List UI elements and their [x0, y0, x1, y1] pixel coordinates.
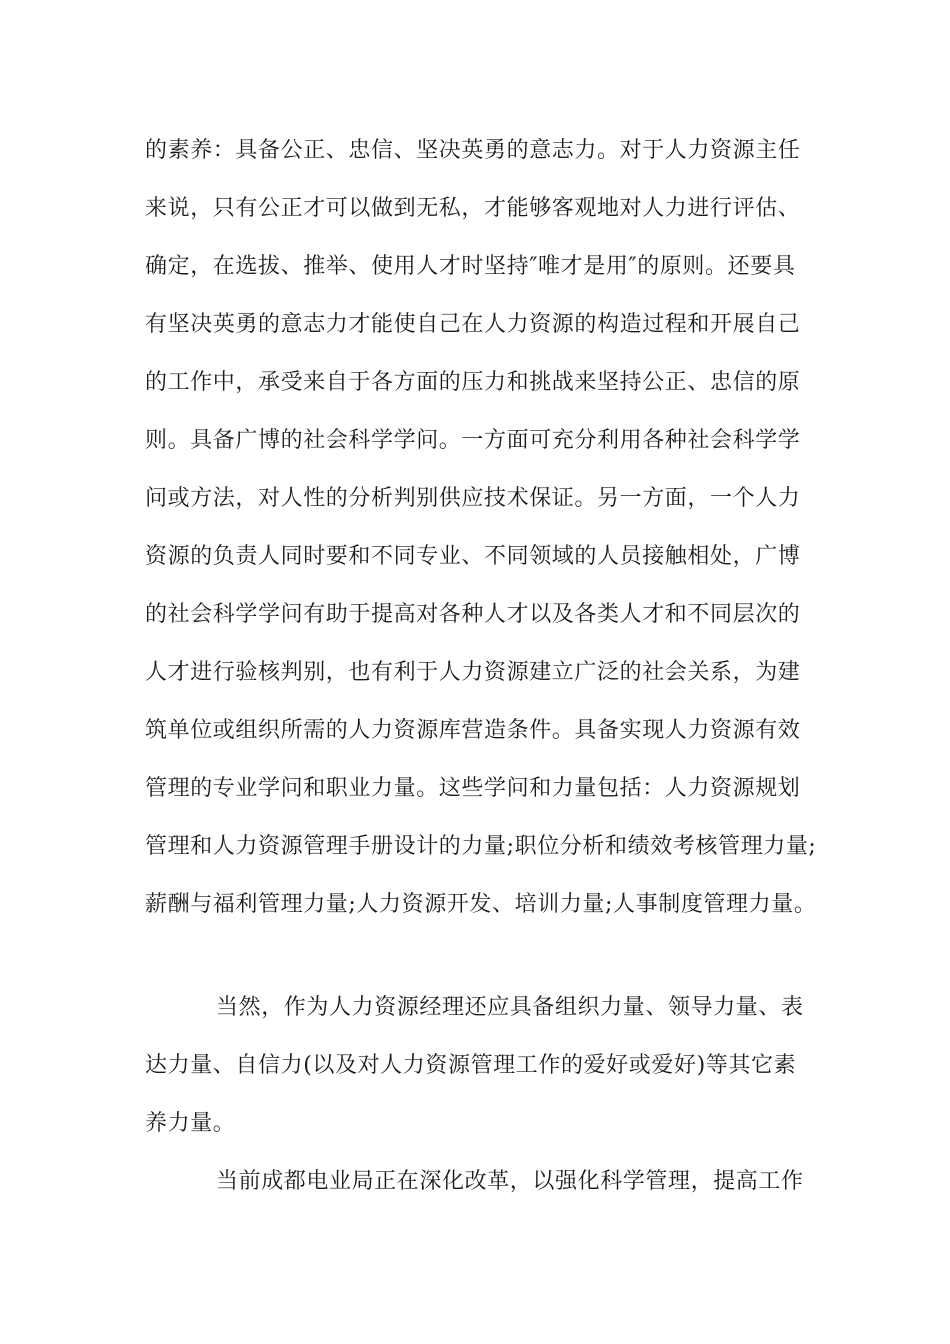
paragraph-first-line: 当前成都电业局正在深化改革，以强化科学管理，提高工作	[216, 1169, 804, 1194]
text-line: 来说，只有公正才可以做到无私，才能够客观地对人力进行评估、	[145, 196, 801, 221]
text-line: 人才进行验核判别，也有利于人力资源建立广泛的社会关系，为建	[145, 660, 801, 685]
text-line: 管理和人力资源管理手册设计的力量;职位分析和绩效考核管理力量;	[145, 834, 817, 859]
text-line: 养力量。	[145, 1111, 236, 1136]
text-line: 问或方法，对人性的分析判别供应技术保证。另一方面，一个人力	[145, 486, 801, 511]
text-line: 的素养：具备公正、忠信、坚决英勇的意志力。对于人力资源主任	[145, 138, 801, 163]
text-line: 资源的负责人同时要和不同专业、不同领域的人员接触相处，广博	[145, 544, 801, 569]
text-line: 的工作中，承受来自于各方面的压力和挑战来坚持公正、忠信的原	[145, 370, 801, 395]
text-line: 确定，在选拔、推举、使用人才时坚持″唯才是用″的原则。还要具	[145, 254, 796, 279]
text-line: 有坚决英勇的意志力才能使自己在人力资源的构造过程和开展自己	[145, 312, 801, 337]
text-line: 则。具备广博的社会科学学问。一方面可充分利用各种社会科学学	[145, 428, 801, 453]
text-line: 筑单位或组织所需的人力资源库营造条件。具备实现人力资源有效	[145, 718, 801, 743]
paragraph-first-line: 当然，作为人力资源经理还应具备组织力量、领导力量、表	[216, 995, 804, 1020]
text-line: 达力量、自信力(以及对人力资源管理工作的爱好或爱好)等其它素	[145, 1053, 797, 1078]
text-line: 的社会科学学问有助于提高对各种人才以及各类人才和不同层次的	[145, 602, 801, 627]
text-line: 管理的专业学问和职业力量。这些学问和力量包括：人力资源规划	[145, 776, 801, 801]
text-line: 薪酬与福利管理力量;人力资源开发、培训力量;人事制度管理力量。	[145, 892, 817, 917]
